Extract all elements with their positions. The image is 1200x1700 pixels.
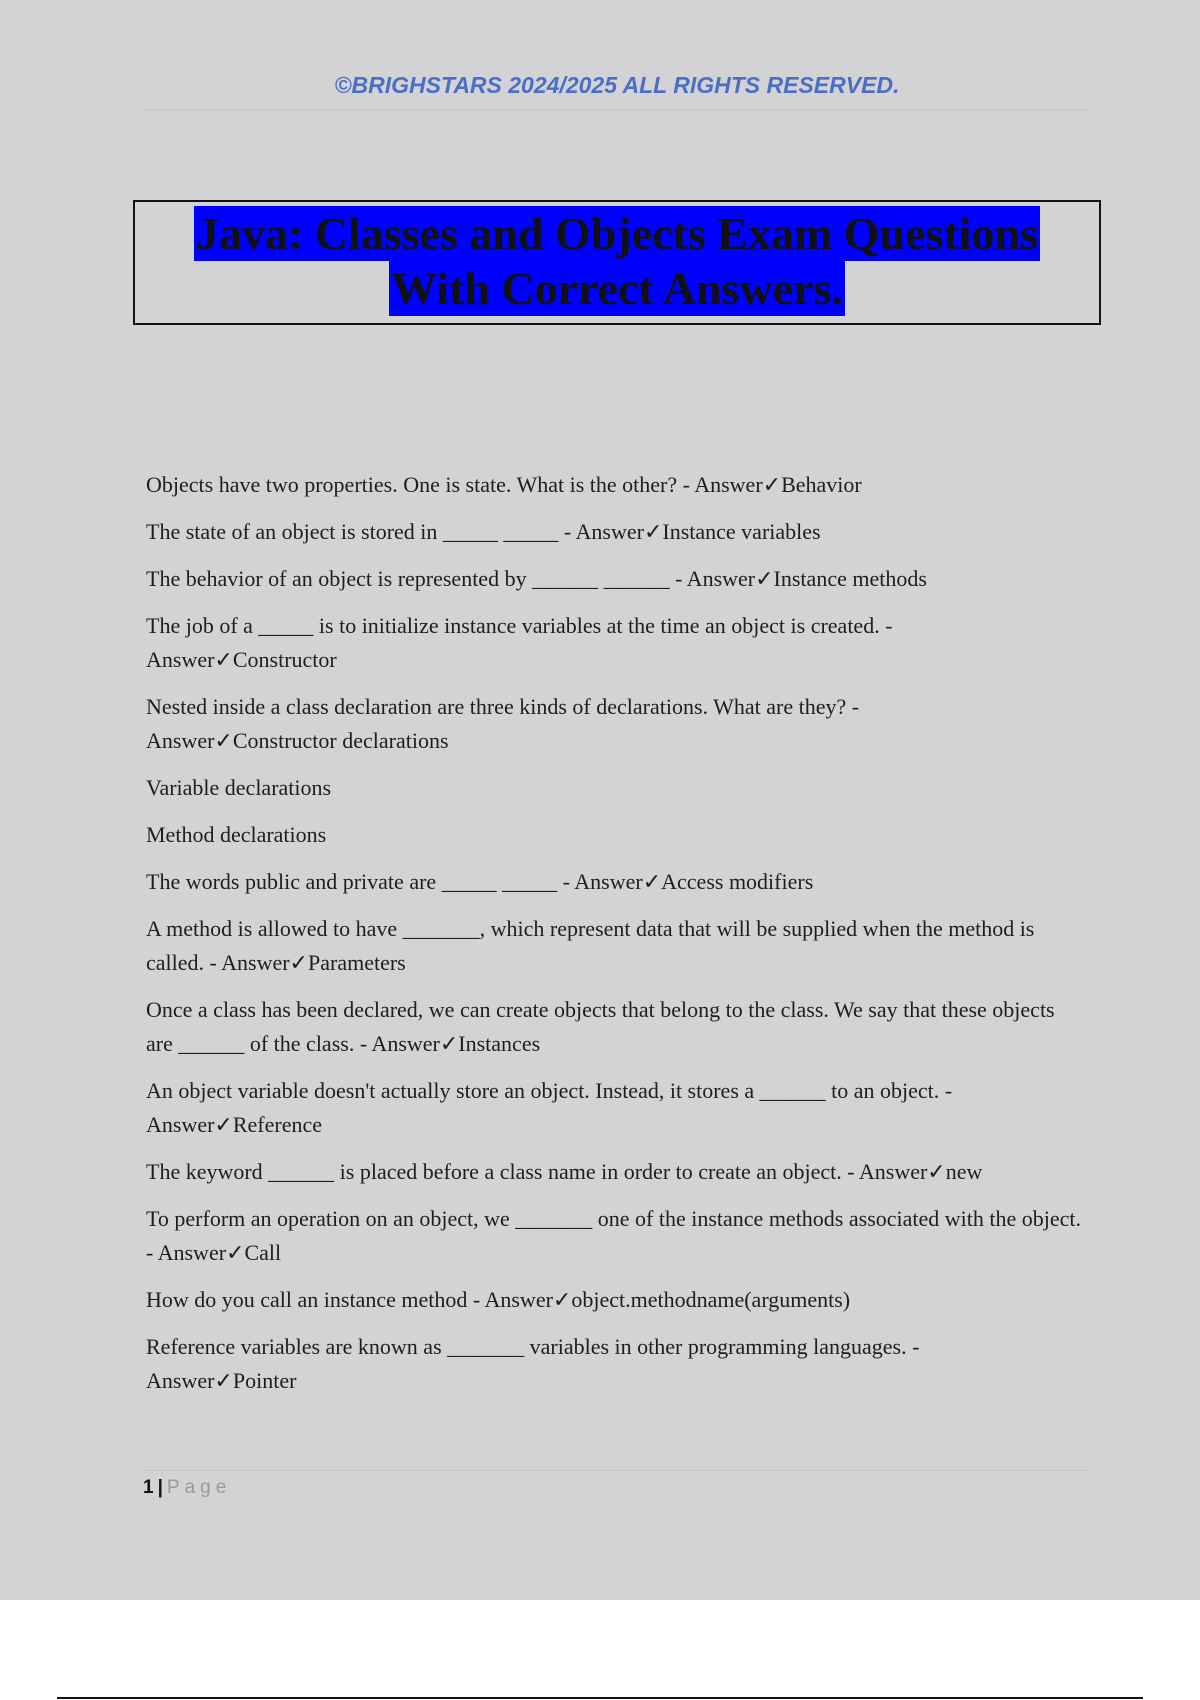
qa-item: A method is allowed to have _______, which represent data that will be supplied when the method is called. - Answer✓Parameters xyxy=(146,916,1035,975)
qa-item: Nested inside a class declaration are three kinds of declarations. What are they? - Answer✓Constructor declarations xyxy=(146,694,860,753)
qa-item: To perform an operation on an object, we _______ one of the instance methods associated with the object. - Answer✓Call xyxy=(146,1206,1082,1265)
page-label: Page xyxy=(166,1477,232,1498)
document-title-line-1: Java: Classes and Objects Exam Questions xyxy=(195,208,1039,259)
qa-item: The job of a _____ is to initialize instance variables at the time an object is created. - Answer✓Constructor xyxy=(146,613,893,672)
qa-item: How do you call an instance method - Answer✓object.methodname(arguments) xyxy=(146,1287,851,1312)
qa-item: Objects have two properties. One is state. What is the other? - Answer✓Behavior xyxy=(146,472,862,497)
qa-list xyxy=(146,468,1086,1411)
qa-item: The state of an object is stored in _____ _____ - Answer✓Instance variables xyxy=(146,519,821,544)
title-box xyxy=(133,200,1101,325)
footer-separator: | xyxy=(157,1477,163,1498)
bottom-divider xyxy=(57,1697,1143,1699)
copyright-header: ©BRIGHSTARS 2024/2025 ALL RIGHTS RESERVED. xyxy=(143,72,1091,110)
qa-item: An object variable doesn't actually store an object. Instead, it stores a ______ to an object. - Answer✓Reference xyxy=(146,1078,953,1137)
document-title-line-2: With Correct Answers. xyxy=(391,263,843,314)
qa-item: Reference variables are known as _______ variables in other programming languages. - Answer✓Pointer xyxy=(146,1334,920,1393)
page-footer xyxy=(143,1470,1091,1499)
qa-item: Variable declarations xyxy=(146,775,332,800)
page-number: 1 xyxy=(143,1477,154,1498)
qa-item: The words public and private are _____ _____ - Answer✓Access modifiers xyxy=(146,869,814,894)
qa-item: The behavior of an object is represented by ______ ______ - Answer✓Instance methods xyxy=(146,566,927,591)
qa-item: The keyword ______ is placed before a class name in order to create an object. - Answer✓new xyxy=(146,1159,983,1184)
qa-item: Once a class has been declared, we can create objects that belong to the class. We say that these objects are ______ of the class. - Answer✓Instances xyxy=(146,997,1055,1056)
qa-item: Method declarations xyxy=(146,822,327,847)
